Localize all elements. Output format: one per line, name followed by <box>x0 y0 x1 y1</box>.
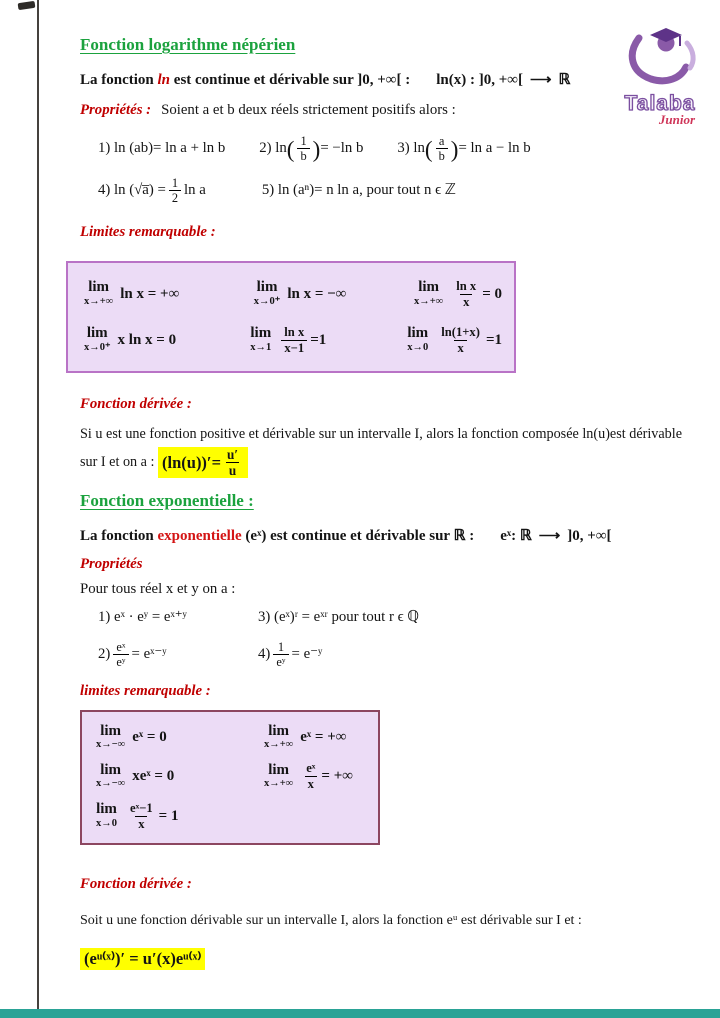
fraction-numerator: 1 <box>277 640 285 655</box>
log-prop-3-post: = ln a − ln b <box>458 140 531 156</box>
limit-expression: eˣ = 0 <box>132 729 167 746</box>
left-paren: ( <box>286 136 295 162</box>
exp-title-text: Fonction exponentielle : <box>80 490 254 510</box>
fraction-denominator: u <box>226 462 239 478</box>
exp-mapping-domain: eˣ: ℝ <box>500 527 532 544</box>
lim-word: lim <box>407 325 429 342</box>
lim-subscript: x→−∞ <box>96 739 126 751</box>
log-props-row-2 <box>80 176 692 206</box>
lim-operator <box>84 326 111 354</box>
fraction-numerator: eˣ <box>116 640 126 655</box>
lim-subscript: x→1 <box>250 342 272 354</box>
log-prop-2-post: = −ln b <box>320 140 364 156</box>
long-arrow-icon: ⟶ <box>538 527 561 544</box>
log-intro-text-1: La fonction <box>80 71 158 88</box>
log-limits-box <box>66 261 516 373</box>
limit-result: = 0 <box>482 286 502 303</box>
limit-item <box>96 724 264 752</box>
log-derivative-text: Si u est une fonction positive et dérivable sur un intervalle I, alors la fonction composée ln(u)est dérivable sur I et on a : <box>80 426 683 470</box>
fraction-numerator: u′ <box>226 446 239 462</box>
fraction <box>438 325 483 355</box>
fraction <box>169 176 181 206</box>
fraction-denominator: x <box>460 294 472 309</box>
limit-expression: ln x = −∞ <box>287 286 347 303</box>
lim-word: lim <box>418 279 440 296</box>
exp-prop-2-pre: 2) <box>98 645 111 662</box>
fraction-denominator: x <box>454 340 466 355</box>
limit-item <box>264 724 346 752</box>
fraction-denominator: x−1 <box>281 340 307 355</box>
log-title-text: Fonction logarithme népérien <box>80 35 296 54</box>
fraction-numerator: ln x <box>456 279 477 294</box>
lim-subscript: x→+∞ <box>264 778 294 790</box>
log-prop-4 <box>98 176 206 206</box>
log-prop-4-post: ln a <box>184 181 206 198</box>
fraction-numerator: eˣ <box>306 761 316 776</box>
lim-operator <box>407 326 428 354</box>
fraction-denominator: x <box>135 816 147 831</box>
limit-result: = +∞ <box>321 768 353 785</box>
log-props-row-1 <box>80 134 692 164</box>
limits-row <box>84 279 502 309</box>
bottom-teal-bar <box>0 1009 720 1018</box>
long-arrow-icon: ⟶ <box>529 71 552 88</box>
lim-subscript: x→−∞ <box>96 778 126 790</box>
lim-operator <box>96 763 125 791</box>
fraction-denominator: b <box>297 148 309 163</box>
limits-row <box>84 325 502 355</box>
limit-result: = 1 <box>158 808 179 825</box>
lim-operator <box>84 280 113 308</box>
fraction-numerator: ln(1+x) <box>441 325 480 340</box>
lim-operator <box>254 280 281 308</box>
lim-word: lim <box>88 279 110 296</box>
logo-subtext: Junior <box>658 112 696 127</box>
exp-derivative-text: Soit u une fonction dérivable sur un intervalle I, alors la fonction eᵘ est dérivable sur I et : <box>80 913 582 929</box>
limit-item <box>84 326 250 354</box>
exp-intro-text-2: (eˣ) est continue et dérivable sur ℝ : <box>241 527 475 544</box>
right-paren: ) <box>450 136 459 162</box>
scan-edge-line <box>37 0 39 1018</box>
log-properties-label: Propriétés : <box>80 102 152 119</box>
lim-word: lim <box>268 722 290 739</box>
exp-prop-4 <box>258 640 322 670</box>
lim-subscript: x→0 <box>96 818 117 830</box>
ln-symbol: ln <box>157 71 171 88</box>
exp-properties-label: Propriétés <box>80 556 143 573</box>
fraction <box>436 134 448 164</box>
limits-row <box>96 724 366 752</box>
lim-word: lim <box>100 722 122 739</box>
fraction-denominator: eʸ <box>273 654 288 669</box>
exp-prop-4-pre: 4) <box>258 645 271 662</box>
log-prop-2-pre: 2) ln <box>259 140 287 156</box>
lim-operator <box>96 802 117 830</box>
exp-intro-line <box>80 526 692 546</box>
limit-item <box>414 279 502 309</box>
fraction-denominator: b <box>436 148 448 163</box>
log-limits-label: Limites remarquable : <box>80 224 216 241</box>
lim-word: lim <box>86 325 108 342</box>
exp-limits-box <box>80 710 380 846</box>
lim-operator <box>414 280 443 308</box>
log-derivative-formula <box>158 447 248 478</box>
fraction <box>281 325 307 355</box>
limit-result: =1 <box>310 332 327 349</box>
log-prop-3 <box>397 134 530 164</box>
log-prop-2 <box>259 134 363 164</box>
exp-prop-2-post: = eˣ⁻ʸ <box>131 645 167 662</box>
lim-word: lim <box>250 325 272 342</box>
formula-pre: (ln(u))′= <box>162 452 221 472</box>
limit-item <box>96 801 178 831</box>
limit-item <box>264 761 353 791</box>
log-derivative-label: Fonction dérivée : <box>80 396 192 413</box>
exp-section-title <box>80 490 692 513</box>
lim-operator <box>264 724 293 752</box>
exp-prop-2 <box>98 640 258 670</box>
lim-word: lim <box>268 761 290 778</box>
fraction-denominator: x <box>305 776 317 791</box>
limit-expression: eˣ = +∞ <box>300 729 347 746</box>
exponentielle-word: exponentielle <box>157 527 242 544</box>
lim-word: lim <box>96 801 117 818</box>
lim-subscript: x→+∞ <box>84 296 114 308</box>
exp-props-row-1 <box>80 608 692 628</box>
lim-operator <box>264 763 293 791</box>
fraction <box>453 279 479 309</box>
log-properties-head <box>80 101 692 121</box>
limits-row <box>96 761 366 791</box>
log-intro-text-2: est continue et dérivable sur ]0, +∞[ : <box>170 71 411 88</box>
limit-result: =1 <box>485 332 502 349</box>
limit-item <box>250 325 407 355</box>
lim-subscript: x→0⁺ <box>253 296 281 308</box>
left-paren: ( <box>424 136 433 162</box>
exp-intro-text-1: La fonction <box>80 527 158 544</box>
exp-prop-4-post: = e⁻ʸ <box>291 645 323 662</box>
fraction-denominator: 2 <box>169 190 181 205</box>
limit-expression: xeˣ = 0 <box>132 768 175 785</box>
exp-derivative-formula-line <box>80 948 692 970</box>
lim-word: lim <box>256 279 278 296</box>
exp-derivative-label: Fonction dérivée : <box>80 876 192 893</box>
limit-item <box>96 763 264 791</box>
log-intro-line <box>80 70 692 90</box>
limit-item <box>84 280 254 308</box>
fraction-numerator: eˣ−1 <box>130 801 153 816</box>
fraction-numerator: ln x <box>284 325 305 340</box>
fraction-numerator: a <box>438 134 445 149</box>
lim-subscript: x→+∞ <box>264 739 294 751</box>
lim-word: lim <box>100 761 122 778</box>
lim-subscript: x→0 <box>407 342 429 354</box>
exp-prop-3: 3) (eˣ)ʳ = eˣʳ pour tout r ϵ ℚ <box>258 609 419 626</box>
fraction-numerator: 1 <box>300 134 307 149</box>
log-mapping-codomain: ℝ <box>558 71 571 88</box>
right-paren: ) <box>312 136 321 162</box>
scan-corner-mark <box>18 1 36 10</box>
log-properties-intro: Soient a et b deux réels strictement positifs alors : <box>161 102 456 119</box>
exp-limits-label: limites remarquable : <box>80 682 211 699</box>
exp-derivative-formula: (eᵘ⁽ˣ⁾)′ = u′(x)eᵘ⁽ˣ⁾ <box>80 948 205 970</box>
limits-row <box>96 801 366 831</box>
log-prop-1: 1) ln (ab)= ln a + ln b <box>98 140 226 156</box>
fraction-denominator: eʸ <box>113 654 128 669</box>
fraction-numerator: 1 <box>171 175 179 190</box>
exp-mapping-codomain: ]0, +∞[ <box>567 527 612 544</box>
lim-operator <box>250 326 271 354</box>
logo-wordmark: Talaba <box>624 92 696 115</box>
fraction <box>273 640 288 670</box>
limit-item <box>254 280 414 308</box>
limit-expression: ln x = +∞ <box>120 286 180 303</box>
lim-subscript: x→+∞ <box>414 296 444 308</box>
log-prop-4-pre: 4) ln (√a̅) = <box>98 181 166 198</box>
lim-operator <box>96 724 125 752</box>
log-prop-3-pre: 3) ln <box>397 140 425 156</box>
log-section-title <box>80 34 692 57</box>
exp-properties-intro: Pour tous réel x et y on a : <box>80 581 236 598</box>
document-content <box>80 34 692 970</box>
exp-prop-1: 1) eˣ · eʸ = eˣ⁺ʸ <box>98 609 187 626</box>
log-prop-5: 5) ln (aⁿ)= n ln a, pour tout n ϵ ℤ <box>261 181 456 198</box>
exp-props-row-2 <box>80 640 692 670</box>
fraction <box>303 761 318 791</box>
fraction <box>297 134 309 164</box>
log-derivative-paragraph <box>80 423 692 478</box>
limit-item <box>407 325 502 355</box>
limit-expression: x ln x = 0 <box>117 332 177 349</box>
fraction <box>127 801 156 831</box>
fraction <box>113 640 128 670</box>
log-mapping-domain: ln(x) : ]0, +∞[ <box>436 71 523 88</box>
fraction <box>224 447 241 478</box>
lim-subscript: x→0⁺ <box>84 342 111 354</box>
